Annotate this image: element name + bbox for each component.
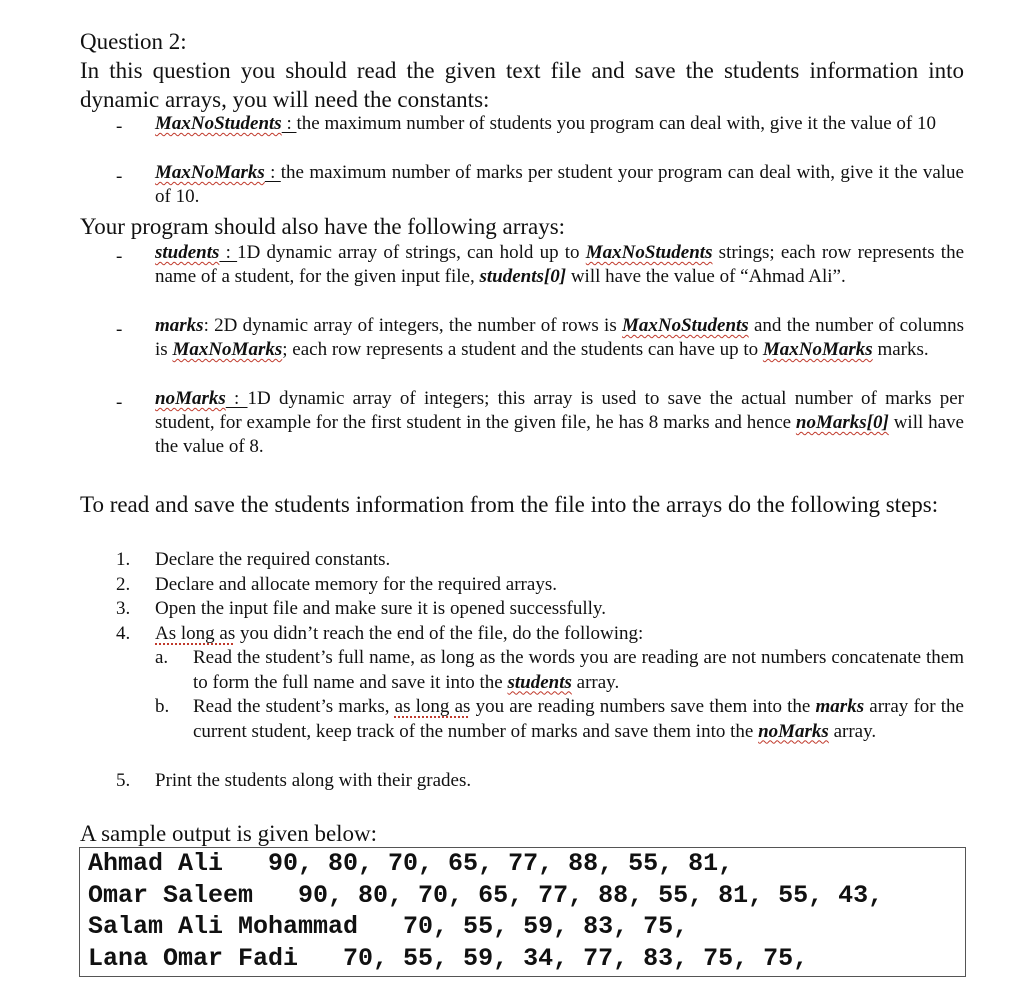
question-title: Question 2:: [80, 29, 187, 54]
bullet-dash: -: [116, 246, 123, 267]
bullet-dash: -: [116, 166, 123, 187]
array-no-marks: noMarks : 1D dynamic array of integers; this array is used to save the actual number of marks per student, for example for the first student in the given file, he has 8 marks and hence noMarks[0] will have the value of 8.: [155, 388, 965, 457]
step-3: Open the input file and make sure it is opened successfully.: [155, 598, 606, 619]
step-number: 2.: [116, 574, 131, 595]
output-line: Omar Saleem 90, 80, 70, 65, 77, 88, 55, 81, 55, 43,: [88, 881, 884, 910]
arrays-heading: Your program should also have the following arrays:: [80, 214, 566, 239]
term-max-no-marks: MaxNoMarks: [155, 162, 265, 183]
step-1: Declare the required constants.: [155, 549, 391, 570]
constant-max-students: MaxNoStudents : the maximum number of students you program can deal with, give it the value of 10: [155, 113, 936, 134]
bullet-dash: -: [116, 116, 123, 137]
step-number: 3.: [116, 598, 131, 619]
bullet-dash: -: [116, 319, 123, 340]
step-4a: Read the student’s full name, as long as the words you are reading are not numbers concatenate them to form the full name and save it into the students array.: [193, 647, 964, 693]
sample-output-box: [79, 847, 966, 977]
output-line: Ahmad Ali 90, 80, 70, 65, 77, 88, 55, 81,: [88, 849, 734, 878]
output-line: Lana Omar Fadi 70, 55, 59, 34, 77, 83, 75, 75,: [88, 944, 809, 973]
steps-intro: To read and save the students information from the file into the arrays do the following steps:: [80, 492, 939, 517]
step-number: 4.: [116, 623, 131, 644]
output-line: Salam Ali Mohammad 70, 55, 59, 83, 75,: [88, 912, 689, 941]
term-max-no-students: MaxNoStudents: [155, 113, 282, 134]
step-number: 5.: [116, 770, 131, 791]
step-2: Declare and allocate memory for the required arrays.: [155, 574, 557, 595]
bullet-dash: -: [116, 392, 123, 413]
substep-label: a.: [155, 647, 169, 668]
sample-heading: A sample output is given below:: [80, 821, 378, 846]
step-number: 1.: [116, 549, 131, 570]
array-students: students : 1D dynamic array of strings, can hold up to MaxNoStudents strings; each row represents the name of a student, for the given input file, students[0] will have the value of “Ahmad Ali”.: [155, 242, 965, 287]
array-marks: marks: 2D dynamic array of integers, the number of rows is MaxNoStudents and the number of columns is MaxNoMarks; each row represents a student and the students can have up to MaxNoMarks marks.: [155, 315, 964, 360]
constant-max-marks: MaxNoMarks : the maximum number of marks per student your program can deal with, give it the value of 10.: [155, 162, 964, 207]
substep-label: b.: [155, 696, 170, 717]
step-5: Print the students along with their grades.: [155, 770, 472, 791]
step-4b: Read the student’s marks, as long as you are reading numbers save them into the marks array for the current student, keep track of the number of marks and save them into the noMarks array.: [193, 696, 964, 742]
step-4: As long as you didn’t reach the end of the file, do the following:: [155, 623, 644, 644]
intro-paragraph: In this question you should read the given text file and save the students information into dynamic arrays, you will need the constants:: [80, 58, 964, 112]
